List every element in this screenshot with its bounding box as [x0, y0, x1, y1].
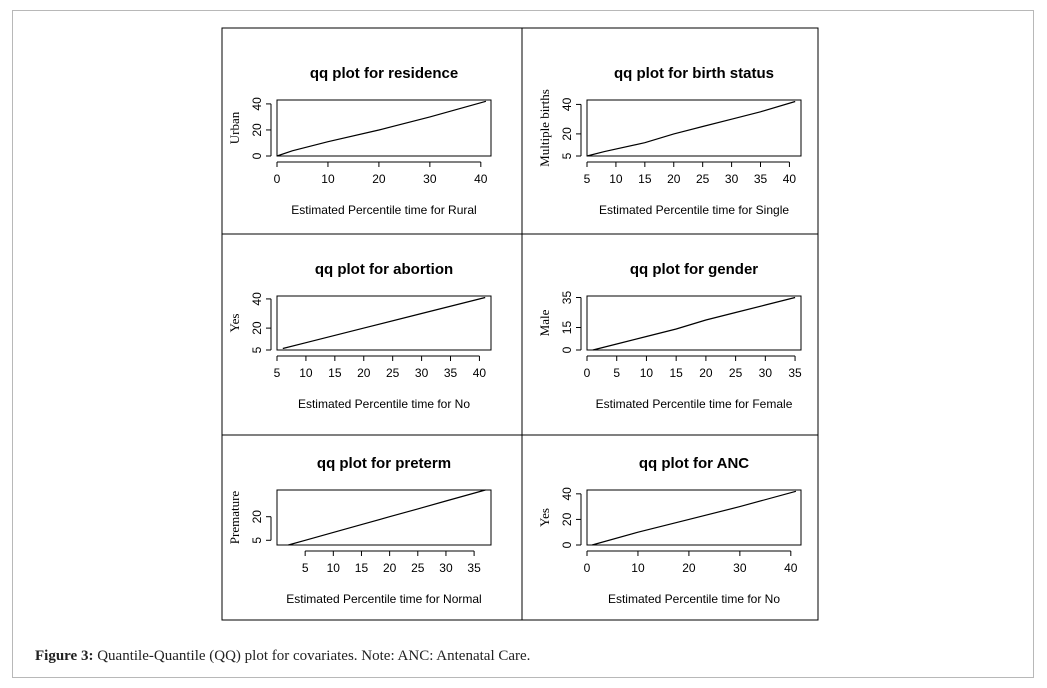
x-axis-label: Estimated Percentile time for No [297, 397, 471, 411]
qq-line [592, 491, 796, 545]
qq-panel [537, 65, 801, 217]
x-tick-label: 30 [724, 172, 739, 186]
qq-panel [227, 261, 491, 411]
y-axis-label: Premature [227, 490, 242, 545]
x-tick-label: 30 [733, 561, 747, 575]
x-tick-label: 40 [474, 172, 488, 186]
figure-caption [35, 648, 1015, 665]
caption-text: Quantile-Quantile (QQ) plot for covariates. Note: ANC: Antenatal Care. [93, 648, 531, 664]
x-tick-label: 10 [609, 172, 623, 186]
x-tick-label: 25 [411, 561, 425, 575]
x-tick-label: 35 [443, 366, 458, 380]
y-axis-label: Multiple births [537, 89, 552, 167]
y-tick-label: 20 [560, 127, 574, 141]
x-tick-label: 15 [354, 561, 369, 575]
x-tick-label: 30 [414, 366, 429, 380]
x-tick-label: 5 [613, 366, 621, 380]
x-tick-label: 20 [382, 561, 397, 575]
x-tick-label: 25 [728, 366, 743, 380]
qq-line [283, 298, 485, 349]
x-tick-label: 10 [321, 172, 335, 186]
x-tick-label: 15 [669, 366, 683, 380]
x-axis-label: Estimated Percentile time for No [607, 592, 781, 606]
caption-label: Figure 3: [35, 648, 94, 664]
y-axis-label: Urban [227, 111, 242, 145]
x-tick-label: 5 [301, 561, 309, 575]
x-tick-label: 30 [423, 172, 437, 186]
plot-area [587, 100, 801, 156]
x-tick-label: 35 [788, 366, 802, 380]
qq-panel [227, 455, 491, 606]
panel-title: qq plot for ANC [638, 455, 750, 472]
x-tick-label: 20 [699, 366, 713, 380]
x-tick-label: 40 [784, 561, 798, 575]
panel-grid-outline [222, 28, 818, 620]
x-tick-label: 35 [753, 172, 768, 186]
x-tick-label: 10 [639, 366, 654, 380]
x-tick-label: 25 [385, 366, 400, 380]
y-tick-label: 5 [250, 346, 264, 354]
x-tick-label: 15 [638, 172, 652, 186]
x-tick-label: 10 [299, 366, 313, 380]
x-tick-label: 40 [782, 172, 797, 186]
y-tick-label: 20 [250, 321, 264, 335]
x-tick-label: 30 [758, 366, 773, 380]
x-tick-label: 10 [631, 561, 645, 575]
x-tick-label: 0 [583, 561, 591, 575]
x-axis-label: Estimated Percentile time for Normal [286, 592, 482, 606]
y-tick-label: 0 [250, 152, 264, 160]
y-tick-label: 20 [250, 123, 264, 137]
x-tick-label: 20 [682, 561, 696, 575]
y-tick-label: 40 [560, 487, 574, 501]
qq-line [288, 490, 485, 545]
x-tick-label: 30 [439, 561, 453, 575]
panel-grid [222, 28, 818, 620]
panel-title: qq plot for abortion [314, 261, 454, 278]
y-tick-label: 20 [250, 510, 264, 524]
y-tick-label: 0 [560, 346, 574, 354]
x-tick-label: 0 [273, 172, 281, 186]
panel-title: qq plot for preterm [316, 455, 452, 472]
y-tick-label: 15 [560, 320, 574, 335]
y-axis-label: Yes [537, 508, 552, 527]
panel-title: qq plot for gender [629, 261, 759, 278]
qq-line [587, 102, 795, 157]
y-tick-label: 35 [560, 290, 574, 305]
x-axis-label: Estimated Percentile time for Rural [291, 203, 477, 217]
x-tick-label: 40 [472, 366, 487, 380]
x-axis-label: Estimated Percentile time for Single [598, 203, 790, 217]
y-tick-label: 40 [250, 292, 264, 306]
qq-line [277, 101, 486, 156]
panels [227, 65, 802, 606]
x-tick-label: 35 [467, 561, 481, 575]
qq-panel [537, 455, 801, 606]
x-tick-label: 20 [357, 366, 371, 380]
y-axis-label: Yes [227, 313, 242, 333]
x-axis-label: Estimated Percentile time for Female [595, 397, 793, 411]
qq-line [593, 298, 795, 351]
x-tick-label: 5 [273, 366, 281, 380]
y-tick-label: 5 [560, 152, 574, 160]
x-tick-label: 25 [695, 172, 710, 186]
plot-area [277, 490, 491, 545]
y-tick-label: 0 [560, 541, 574, 549]
x-tick-label: 15 [328, 366, 342, 380]
x-tick-label: 10 [326, 561, 340, 575]
panel-title: qq plot for birth status [614, 65, 774, 82]
x-tick-label: 20 [372, 172, 386, 186]
y-axis-label: Male [537, 309, 552, 337]
x-tick-label: 0 [583, 366, 591, 380]
qq-panel [227, 65, 491, 217]
qq-panel [537, 261, 802, 411]
x-tick-label: 20 [667, 172, 681, 186]
y-tick-label: 5 [250, 536, 264, 544]
y-tick-label: 40 [560, 97, 574, 112]
y-tick-label: 20 [560, 512, 574, 527]
panel-title: qq plot for residence [309, 65, 459, 82]
y-tick-label: 40 [250, 97, 264, 111]
x-tick-label: 5 [583, 172, 591, 186]
